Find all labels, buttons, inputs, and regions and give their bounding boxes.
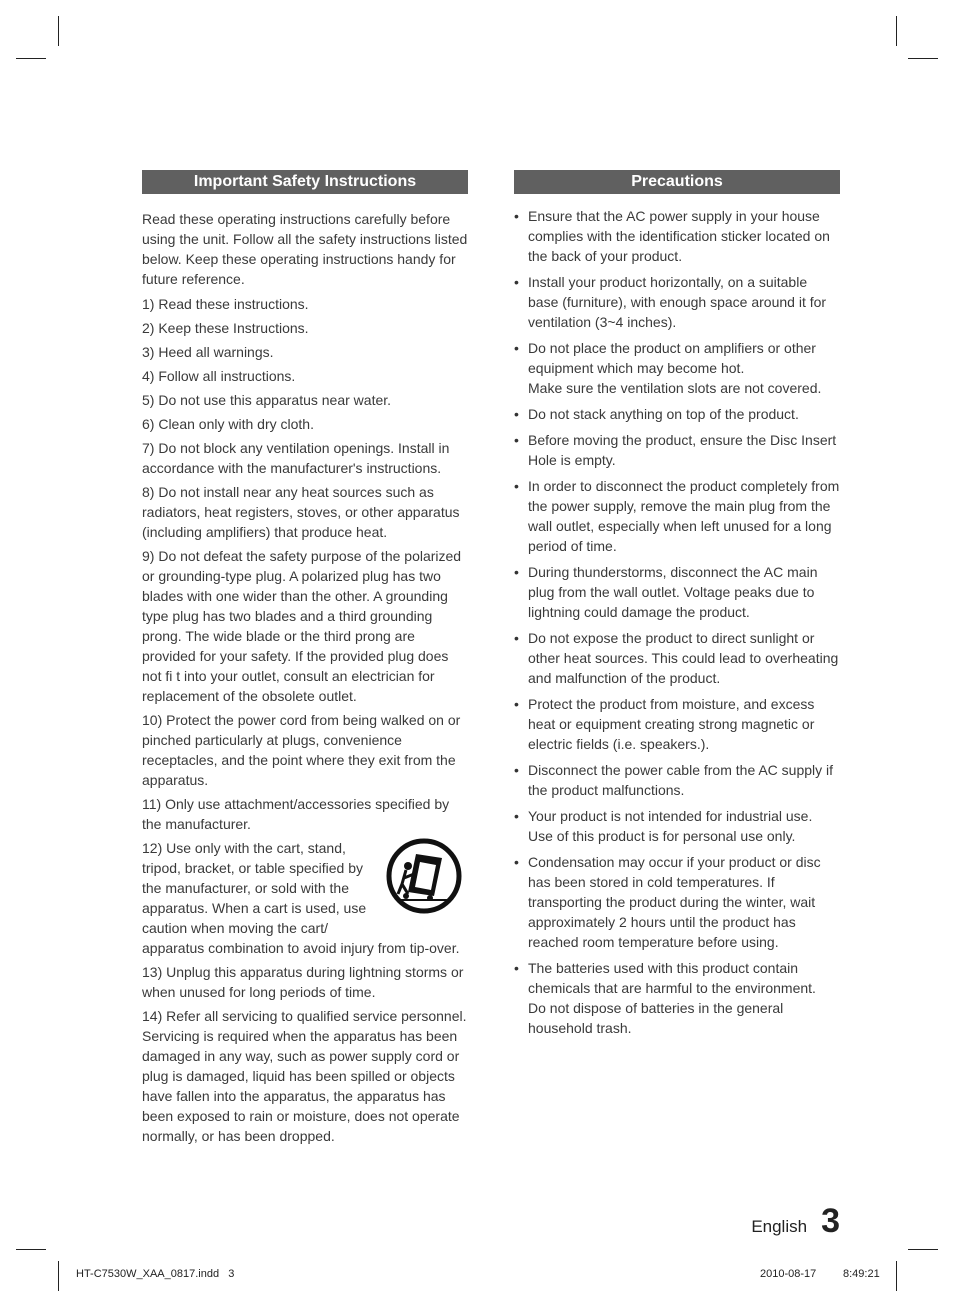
crop-mark [908,58,938,59]
precaution-item: • Protect the product from moisture, and excess heat or equipment creating strong magnetic or electric fields (i.e. speakers.). [514,694,840,754]
crop-mark [896,16,897,46]
crop-mark [16,1249,46,1250]
instruction-item: 14) Refer all servicing to qualified service personnel. Servicing is required when the apparatus has been damaged in any way, such as power supply cord or plug is damaged, liquid has been spilled or objects have fallen into the apparatus, the apparatus has been exposed to rain or moisture, does not operate normally, or has been dropped. [142,1008,467,1144]
precaution-item: • Your product is not intended for industrial use. Use of this product is for personal use only. [514,806,840,846]
safety-intro: Read these operating instructions carefully before using the unit. Follow all the safety instructions listed below. Keep these operating instructions handy for future reference. [142,211,468,287]
cart-instruction-continuation: apparatus combination to avoid injury from tip-over. [142,940,460,956]
precautions-list [514,206,840,1038]
precaution-item: • Do not stack anything on top of the product. [514,404,840,424]
precaution-item: • Do not place the product on amplifiers or other equipment which may become hot. Make sure the ventilation slots are not covered. [514,338,840,398]
instruction-item: 5) Do not use this apparatus near water. [142,392,392,408]
precaution-item: • Install your product horizontally, on a suitable base (furniture), with enough space around it for ventilation (3~4 inches). [514,272,840,332]
safety-instructions-heading: Important Safety Instructions [142,170,468,194]
instruction-item: 6) Clean only with dry cloth. [142,416,314,432]
instruction-item: 9) Do not defeat the safety purpose of the polarized or grounding-type plug. A polarized plug has two blades with one wider than the other. A grounding type plug has two blades and a third grounding prong. The wide blade or the third prong are provided for your safety. If the provided plug does not fi t into your outlet, consult an electrician for replacement of the obsolete outlet. [142,548,462,704]
precaution-item: • Do not expose the product to direct sunlight or other heat sources. This could lead to overheating and malfunction of the product. [514,628,840,688]
cart-tip-over-warning-icon [386,838,462,914]
precaution-item: • Condensation may occur if your product or disc has been stored in cold temperatures. If transporting the product during the winter, wait approximately 2 hours until the product has reached room temperature before using. [514,852,840,952]
language-label: English [751,1217,808,1236]
instruction-item: 10) Protect the power cord from being walked on or pinched particularly at plugs, convenience receptacles, and the point where they exit from the apparatus. [142,712,461,788]
instruction-item: 2) Keep these Instructions. [142,320,309,336]
safety-instructions-column [142,170,468,1150]
precaution-item: • In order to disconnect the product completely from the power supply, remove the main plug from the wall outlet, especially when left unused for a long period of time. [514,476,840,556]
precaution-item: • Before moving the product, ensure the Disc Insert Hole is empty. [514,430,840,470]
print-slug-filename: HT-C7530W_XAA_0817.indd 3 [76,1268,235,1280]
print-slug-time: 8:49:21 [843,1268,880,1280]
print-slug-date: 2010-08-17 [760,1268,817,1280]
crop-mark [58,1261,59,1291]
precaution-item: • During thunderstorms, disconnect the AC main plug from the wall outlet. Voltage peaks due to lightning could damage the product. [514,562,840,622]
precaution-item: • Disconnect the power cable from the AC supply if the product malfunctions. [514,760,840,800]
crop-mark [896,1261,897,1291]
precaution-item: • Ensure that the AC power supply in your house complies with the identification sticker located on the back of your product. [514,206,840,266]
precautions-heading: Precautions [514,170,840,194]
crop-mark [16,58,46,59]
cart-instruction [142,838,468,958]
precaution-item: • The batteries used with this product contain chemicals that are harmful to the environment. Do not dispose of batteries in the general household trash. [514,958,840,1038]
instruction-item: 3) Heed all warnings. [142,344,274,360]
page-footer [751,1202,840,1241]
instruction-item: 11) Only use attachment/accessories specified by the manufacturer. [142,796,450,832]
instruction-item: 1) Read these instructions. [142,296,309,312]
instruction-item: 7) Do not block any ventilation openings. Install in accordance with the manufacturer's instructions. [142,440,450,476]
page-number: 3 [821,1202,840,1240]
precautions-column [514,170,840,1044]
instruction-item: 13) Unplug this apparatus during lightning storms or when unused for long periods of time. [142,964,464,1000]
cart-instruction-text: 12) Use only with the cart, stand, tripod, bracket, or table specified by the manufacturer, or sold with the apparatus. When a cart is used, use caution when moving the cart/ [142,840,367,936]
instruction-item: 4) Follow all instructions. [142,368,296,384]
crop-mark [58,16,59,46]
crop-mark [908,1249,938,1250]
instruction-item: 8) Do not install near any heat sources such as radiators, heat registers, stoves, or other apparatus (including amplifiers) that produce heat. [142,484,460,540]
